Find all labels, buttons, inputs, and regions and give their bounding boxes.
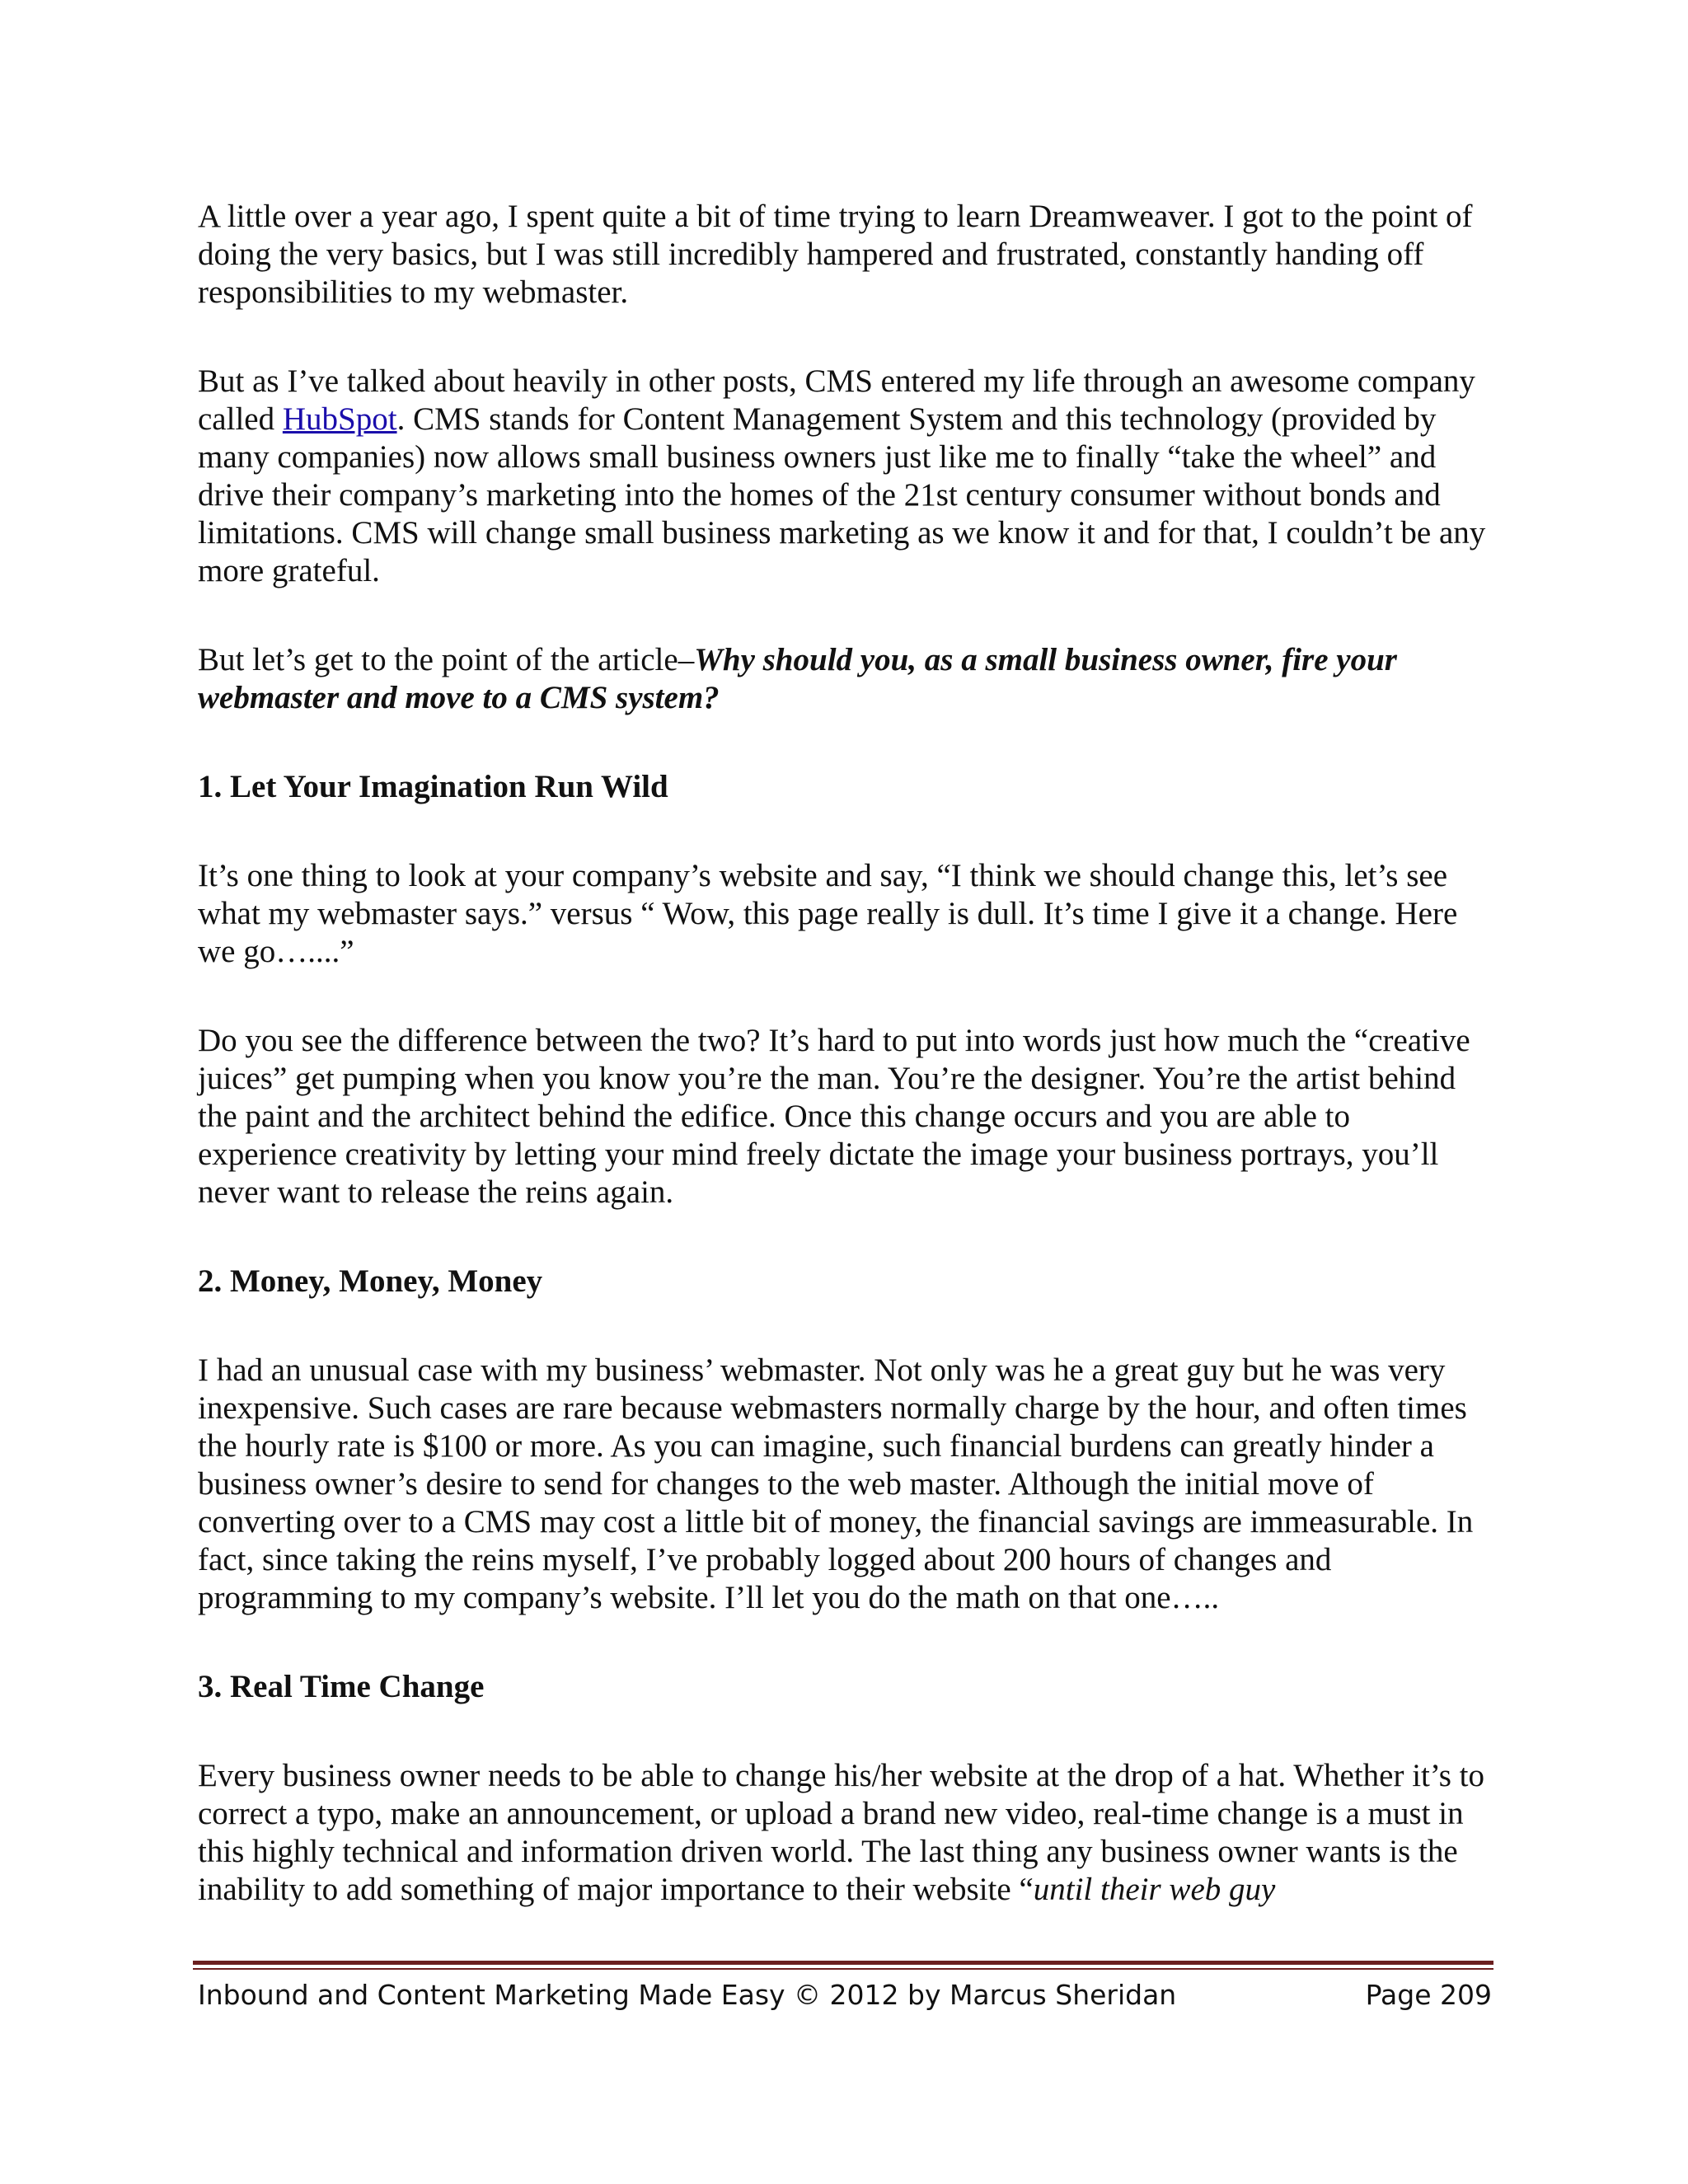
page-body <box>198 198 1492 1909</box>
footer-title: Inbound and Content Marketing Made Easy © 2012 by Marcus Sheridan <box>198 1979 1177 2011</box>
paragraph-text: It’s one thing to look at your company’s website and say, “I think we should change this, let’s see what my webmaster says.” versus “ Wow, this page really is dull. It’s time I give it a change. Here we go…....” <box>198 858 1458 969</box>
section-heading-imagination: 1. Let Your Imagination Run Wild <box>198 769 668 804</box>
paragraph-dreamweaver <box>198 198 1492 312</box>
paragraph-comparison <box>198 857 1492 971</box>
paragraph-italic-text: until their web guy <box>1033 1872 1276 1907</box>
hubspot-link[interactable]: HubSpot <box>282 401 397 437</box>
paragraph-text: Every business owner needs to be able to change his/her website at the drop of a hat. Whether it’s to correct a typo, make an announcement, or upload a brand new video, real-time change is a must in this highly technical and information driven world. The last thing any business owner wants is the inability to add something of major importance to their website “ <box>198 1758 1484 1907</box>
paragraph-text: . CMS stands for Content Management System and this technology (provided by many companies) now allows small business owners just like me to finally “take the wheel” and drive their company’s marketing into the homes of the 21st century consumer without bonds and limitations. CMS will change small business marketing as we know it and for that, I couldn’t be any more grateful. <box>198 401 1486 588</box>
paragraph-article-point <box>198 641 1492 717</box>
page-number: Page 209 <box>1365 1979 1492 2011</box>
section-heading-real-time: 3. Real Time Change <box>198 1669 485 1704</box>
paragraph-real-time <box>198 1757 1492 1909</box>
section-heading-money: 2. Money, Money, Money <box>198 1263 543 1299</box>
paragraph-cms-intro <box>198 363 1492 590</box>
paragraph-money <box>198 1352 1492 1617</box>
page-footer <box>198 1975 1492 2016</box>
paragraph-text: But as I’ve talked about heavily in other posts, CMS entered my life through an awesome company called <box>198 363 1475 437</box>
footer-divider <box>193 1961 1493 1965</box>
key-question: Why should you, as a small business owner, fire your webmaster and move to a CMS system? <box>198 642 1397 715</box>
paragraph-text: A little over a year ago, I spent quite a bit of time trying to learn Dreamweaver. I got to the point of doing the very basics, but I was still incredibly hampered and frustrated, constantly handing off responsibilities to my webmaster. <box>198 199 1473 310</box>
paragraph-text: But let’s get to the point of the article– <box>198 642 695 677</box>
paragraph-creative <box>198 1022 1492 1212</box>
paragraph-text: I had an unusual case with my business’ webmaster. Not only was he a great guy but he was very inexpensive. Such cases are rare because webmasters normally charge by the hour, and often times the hourly rate is $100 or more. As you can imagine, such financial burdens can greatly hinder a business owner’s desire to send for changes to the web master. Although the initial move of converting over to a CMS may cost a little bit of money, the financial savings are immeasurable. In fact, since taking the reins myself, I’ve probably logged about 200 hours of changes and programming to my company’s website. I’ll let you do the math on that one….. <box>198 1352 1474 1615</box>
paragraph-text: Do you see the difference between the two? It’s hard to put into words just how much the “creative juices” get pumping when you know you’re the man. You’re the designer. You’re the artist behind the paint and the architect behind the edifice. Once this change occurs and you are able to experience creativity by letting your mind freely dictate the image your business portrays, you’ll never want to release the reins again. <box>198 1023 1470 1210</box>
footer-divider-thin <box>193 1968 1493 1970</box>
